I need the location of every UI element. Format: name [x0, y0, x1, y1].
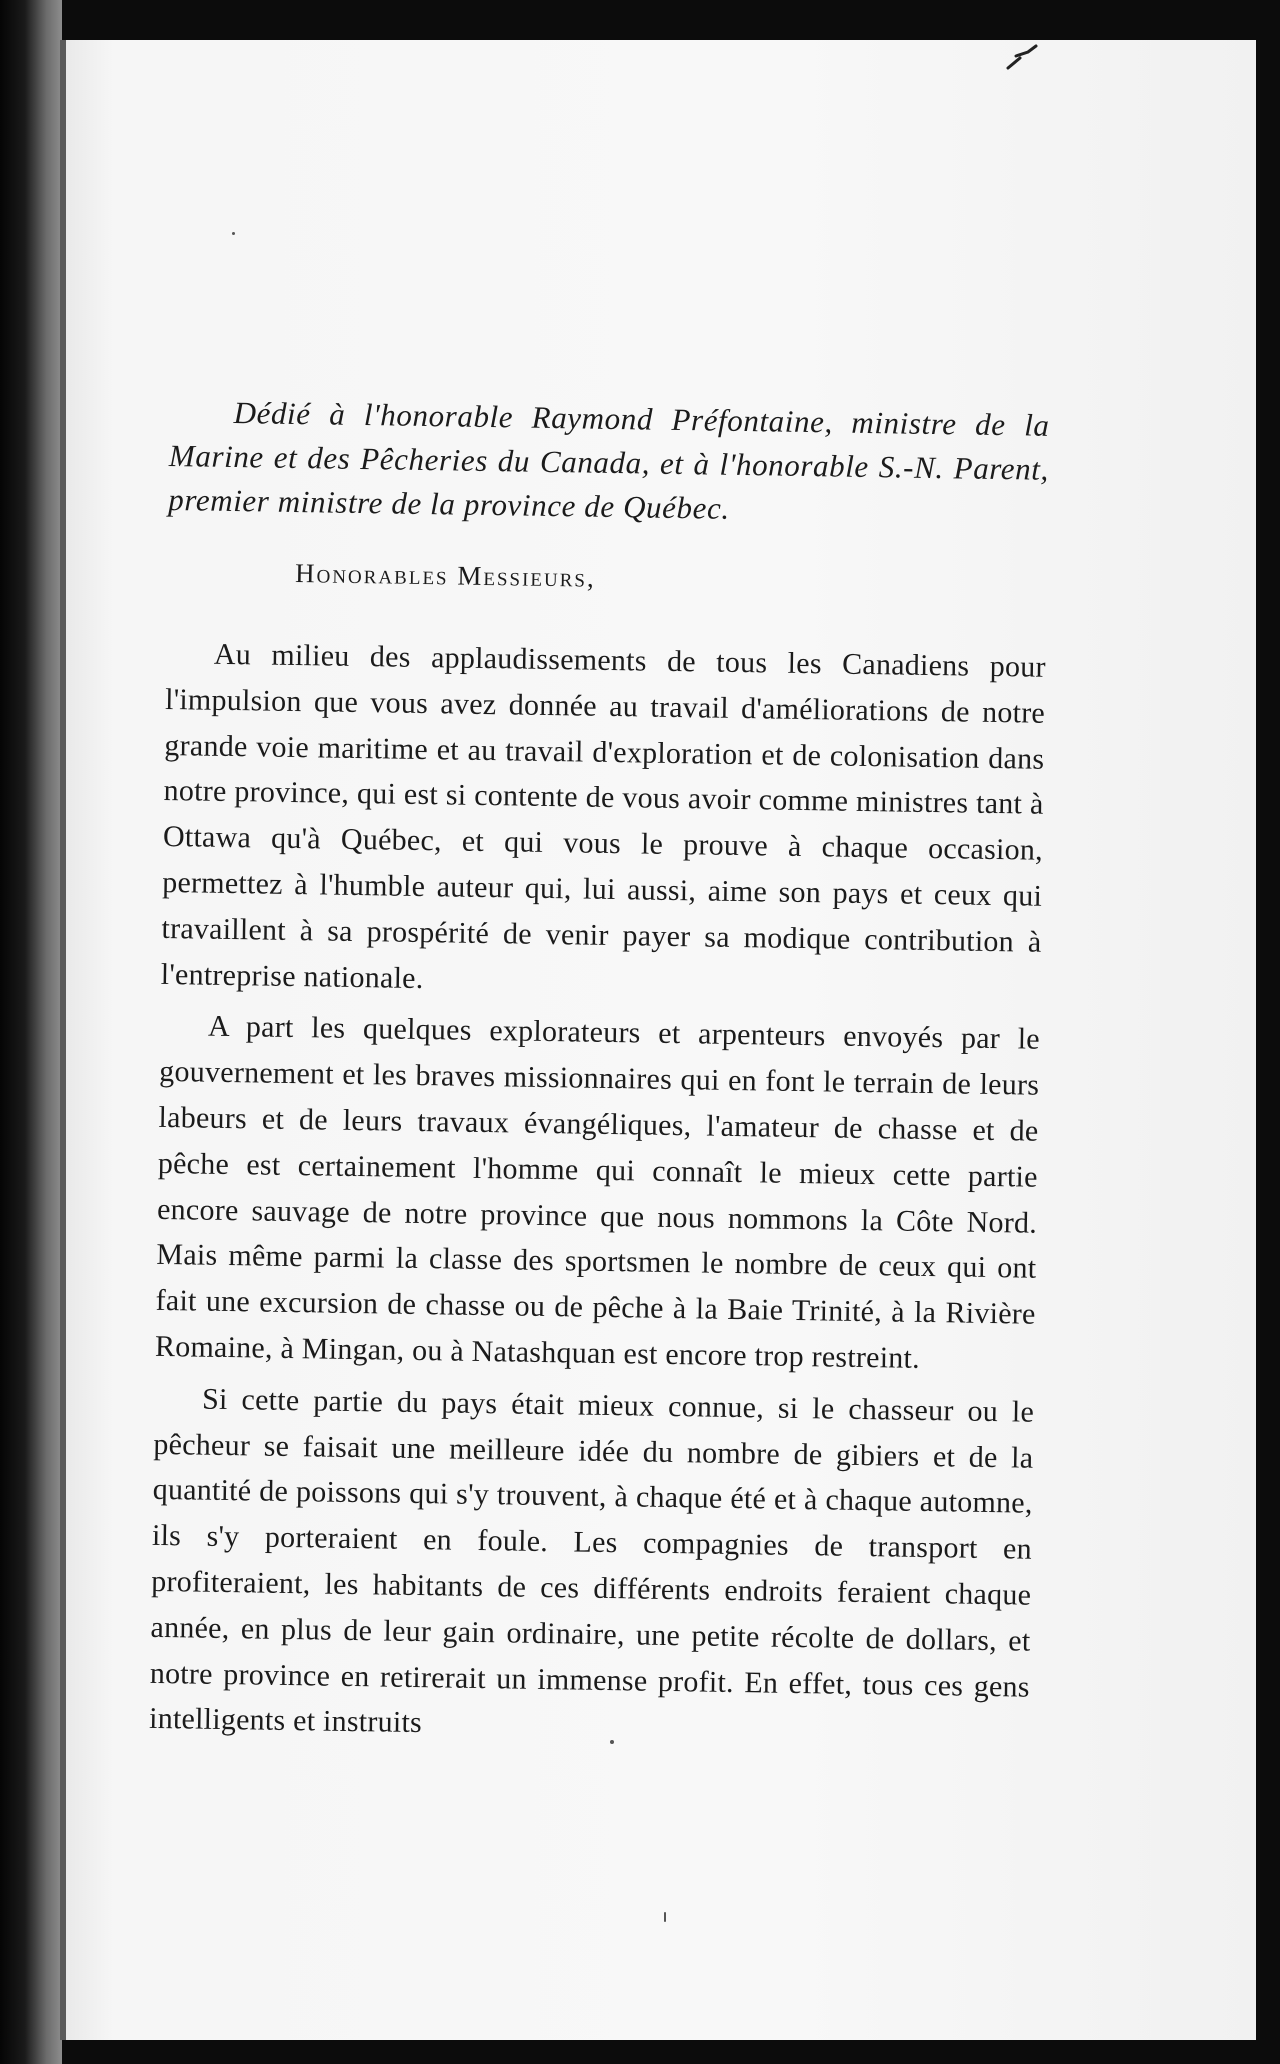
dedication-text: Dédié à l'honorable Raymond Préfontaine, ministre de la Marine et des Pêcheries du Canada, et à l'honorable S.-N. Parent, premier ministre de la province de Québec.: [168, 395, 1050, 526]
book-spine-shadow: [0, 0, 62, 2064]
scan-dust-speck: [664, 1912, 666, 1922]
body-paragraph-1: Au milieu des applaudissements de tous les Canadiens pour l'impulsion que vous avez donnée au travail d'améliorations de notre grande voie maritime et au travail d'exploration et de colonisation dans notre province, qui est si contente de vous avoir comme ministres tant à Ottawa qu'à Québec, et qui vous le prouve à chaque occasion, permettez à l'humble auteur qui, lui aussi, aime son pays et ceux qui travaillent à sa prospérité de venir payer sa modique contribution à l'entreprise nationale.: [160, 637, 1047, 995]
body-paragraph-3: Si cette partie du pays était mieux connue, si le chasseur ou le pêcheur se faisait une meilleure idée du nombre de gibiers et de la quantité de poissons qui s'y trouvent, à chaque été et à chaque automne, ils s'y porteraient en foule. Les compagnies de transport en profiteraient, les habitants de ces différents endroits feraient chaque année, en plus de leur gain ordinaire, une petite récolte de dollars, et notre province en retirerait un immense profit. En effet, tous ces gens intelligents et instruits: [148, 1382, 1035, 1740]
pencil-mark-icon: [1006, 44, 1040, 70]
page-text: [149, 390, 1050, 1756]
scan-dust-speck: [232, 232, 235, 235]
body-paragraph-2: A part les quelques explorateurs et arpenteurs envoyés par le gouvernement et les braves missionnaires qui en font le terrain de leurs labeurs et de leurs travaux évangéliques, l'amateur de chasse et de pêche est certainement l'homme qui connaît le mieux cette partie encore sauvage de notre province que nous nommons la Côte Nord. Mais même parmi la classe des sportsmen le nombre de ceux qui ont fait une excursion de chasse ou de pêche à la Baie Trinité, à la Rivière Romaine, à Mingan, ou à Natashquan est encore trop restreint.: [154, 1010, 1041, 1375]
page-right-edge: [1256, 0, 1280, 2064]
salutation-heading: Honorables Messieurs,: [294, 557, 596, 593]
